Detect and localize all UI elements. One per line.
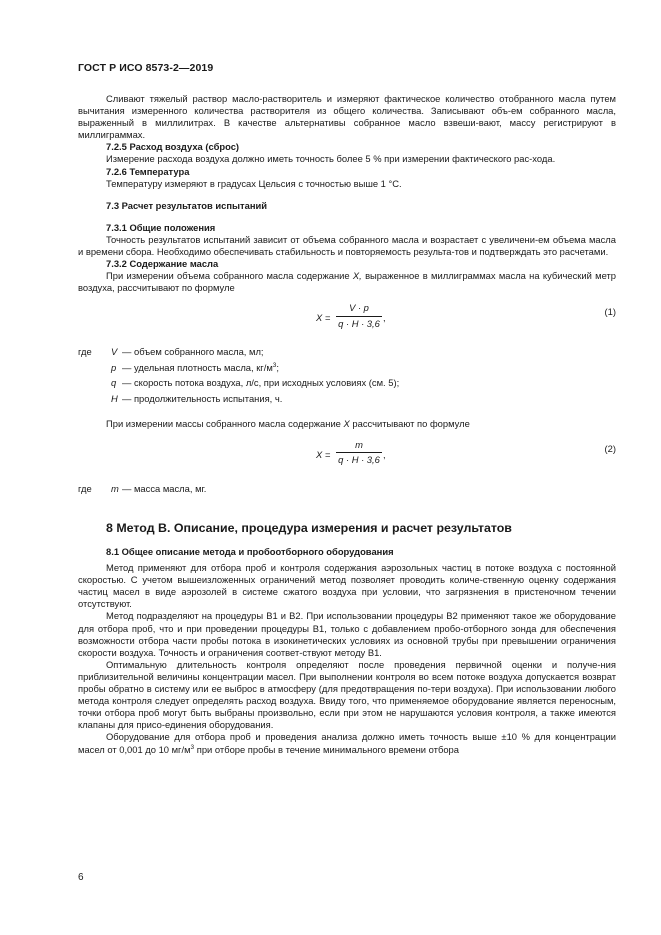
formula-1-fraction	[336, 302, 382, 329]
heading-8-1: 8.1 Общее описание метода и пробоотборного оборудования	[106, 546, 394, 557]
formula-1: X = $\frac{V \cdot p}{q \cdot H \cdot 3,6}$ , (1)	[316, 302, 616, 329]
heading-7-3-2: 7.3.2 Содержание масла	[106, 258, 219, 270]
where-2-row-m: где m — масса масла, мг.	[78, 482, 207, 494]
where-1-row-v: где V — объем собранного масла, мл;	[78, 346, 264, 358]
where-1-word: где	[78, 346, 92, 358]
where-2-word: где	[78, 482, 92, 494]
formula-2-lhs: X =	[316, 448, 331, 460]
heading-7-3-1: 7.3.1 Общие положения	[106, 221, 216, 233]
formula-1-denominator: q · H · 3,6	[338, 317, 380, 329]
formula-2-numerator: m	[336, 439, 382, 453]
formula-1-numerator: V · p	[336, 302, 382, 316]
formula-2-denominator: q · H · 3,6	[338, 453, 380, 465]
paragraph-8-1-c: Оптимальную длительность контроля определяют после проведения первичной оценки и получе-ния приблизительной величины концентрации масел. При выполнении контроля во всем потоке воздуха допускается возврат пробы обратно в систему или ее выброс в атмосферу (для предотвращения по-тери воздуха). При использовании любого метода контроля следует определять расход воздуха. Ввиду того, что применяемое оборудование является переносным, точки отбора проб могут быть выбраны произвольно, если при этом не нарушаются условия контроля, а также имеются клапаны для присо-единения оборудования.	[78, 658, 616, 731]
heading-7-2-6: 7.2.6 Температура	[106, 165, 190, 177]
heading-7-2-5: 7.2.5 Расход воздуха (сброс)	[106, 141, 240, 153]
where-1-row-p: p — удельная плотность масла, $кг/м^3$;	[111, 361, 280, 373]
paragraph-8-1-d: Оборудование для отбора проб и проведения анализа должно иметь точность выше ±10 % для концентрации масел от 0,001 до 10 $мг/м^3$ при отборе пробы в течение минимального времени отбора	[78, 731, 616, 755]
formula-2-fraction	[336, 439, 382, 466]
formula-2-number: (2)	[604, 442, 616, 454]
paragraph-7-3-1: Точность результатов испытаний зависит от объема собранного масла и возрастает с увеличени-ем объема масла и времени сбора. Необходимо обеспечивать стабильность и повторяемость результа-тов и подтверждать это расчетами.	[78, 233, 616, 258]
heading-8: 8 Метод В. Описание, процедура измерения и расчет результатов	[106, 521, 512, 535]
paragraph-mass: При измерении массы собранного масла содержание X рассчитывают по формуле	[106, 418, 470, 430]
paragraph-7-3-2: При измерении объема собранного масла содержание X, выраженное в миллиграммах масла на кубический метр воздуха, рассчитывают по формуле	[78, 270, 616, 294]
paragraph-7-2-5: Измерение расхода воздуха должно иметь точность более 5 % при измерении фактического рас-хода.	[106, 153, 556, 165]
page-number: 6	[78, 872, 84, 883]
page-body	[78, 93, 616, 756]
where-1-row-h: H — продолжительность испытания, ч.	[111, 392, 283, 404]
paragraph-intro: Сливают тяжелый раствор масло-растворитель и измеряют фактическое количество отобранного масла путем вычитания измеренного количества растворителя из общего количества. Записывают объ-ем собранного масла, выраженный в миллилитрах. В качестве альтернативы собранное масло взвеши-вают, массу регистрируют в миллиграммах.	[78, 93, 616, 141]
heading-7-3: 7.3 Расчет результатов испытаний	[106, 199, 268, 211]
formula-1-lhs: X =	[316, 312, 331, 324]
paragraph-8-1-a: Метод применяют для отбора проб и контроля содержания аэрозольных частиц в потоке воздуха с постоянной скоростью. С учетом вышеизложенных ограничений метод позволяет проводить количе-ственную оценку содержания частиц масел в виде аэрозолей в системе сжатого воздуха при условии, что загрязнения в пристеночном течении отсутствуют.	[78, 562, 616, 610]
where-1-row-q: q — скорость потока воздуха, л/с, при исходных условиях (см. 5);	[111, 377, 400, 389]
formula-1-number: (1)	[604, 306, 616, 318]
formula-2: X = $\frac{m}{q \cdot H \cdot 3,6}$ , (2)	[316, 438, 616, 465]
running-header: ГОСТ Р ИСО 8573-2—2019	[78, 62, 214, 74]
paragraph-7-2-6: Температуру измеряют в градусах Цельсия с точностью выше 1 °С.	[106, 177, 402, 189]
paragraph-8-1-b: Метод подразделяют на процедуры В1 и В2. При использовании процедуры В2 применяют такое же оборудование для отбора проб, что и при проведении процедуры В1, только с добавлением пробо-отборного зонда для обеспечения возможности отбора части пробы потока в изокинетических условиях из основной трубы при превышении ограничения скорости воздуха. Точность и ограничения соответ-ствуют методу В1.	[78, 610, 616, 658]
